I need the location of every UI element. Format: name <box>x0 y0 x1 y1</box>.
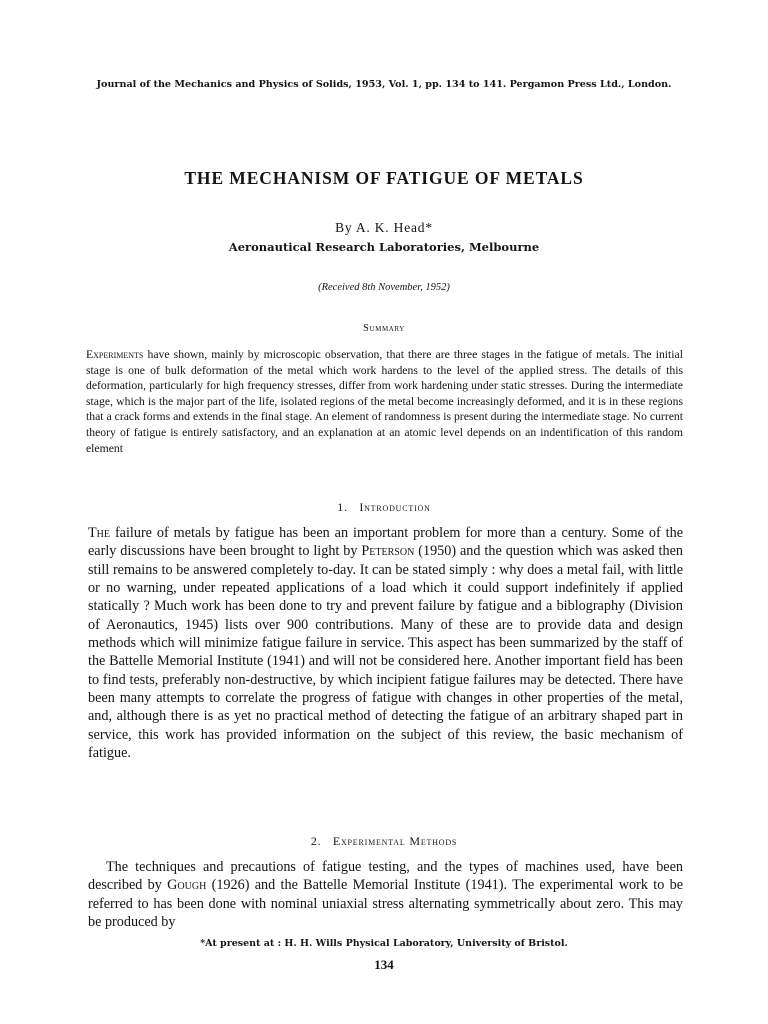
summary-text: have shown, mainly by microscopic observation, that there are three stages in the fatigue of metals. The initial stage is one of bulk deformation of the metal which work hardens to the level of the applied stress. The details of this deformation, particularly for high frequency stresses, differ from work hardening under static stresses. During the intermediate stage, which is the major part of the life, isolated regions of the metal become increasingly deformed, and it is in these regions that a crack forms and extends in the final stage. An element of randomness is present during the intermediate stage. No current theory of fatigue is entirely satisfactory, and an explanation at an atomic level depends on an indentification of this random element <box>86 348 683 455</box>
page-number: 134 <box>374 957 394 972</box>
paragraph-text: failure of metals by fatigue has been an important problem for more than a century. Some of the early discussions have been brought to light by <box>88 525 683 560</box>
author-footnote: *At present at : H. H. Wills Physical Laboratory, University of Bristol. <box>200 938 568 949</box>
section-title: Introduction <box>359 500 431 514</box>
paper-title: THE MECHANISM OF FATIGUE OF METALS <box>184 168 584 188</box>
section-title: Experimental Methods <box>332 834 458 848</box>
paragraph-text: The techniques and precautions of fatigue testing, and the types of machines used, have been described by <box>88 859 683 894</box>
introduction-paragraph <box>88 524 683 762</box>
received-date <box>0 282 768 293</box>
section-number: 2. <box>310 834 322 848</box>
author-affiliation: Aeronautical Research Laboratories, Melbourne <box>228 240 540 254</box>
author-line: By A. K. Head* <box>335 220 433 235</box>
summary-heading: Summary <box>363 323 405 334</box>
section-number: 1. <box>337 500 348 514</box>
citation-gough: Gough <box>167 877 207 894</box>
paragraph-first-word: The <box>88 525 110 541</box>
paragraph-text: (1950) and the question which was asked then still remains to be answered completely to-day. It can be stated simply : why does a metal fail, with little or no warning, under repeated applications of a load which it could support indefinitely if applied statically ? Much work has been done to try and prevent failure by fatigue and a biblography (Division of Aeronautics, 1945) lists over 900 contributions. Many of these are to provide data and design methods which will minimize fatigue failure in service. This aspect has been summarized by the staff of the Battelle Memorial Institute (1941) and will not be considered here. Another important field has been to find tests, preferably non-destructive, by which incipient fatigue failures may be detected. There have been many attempts to correlate the progress of fatigue with changes in other properties of the metal, and, although there is as yet no practical method of detecting the fatigue of an arbitrary shaped part in service, this work has provided information on the subject of this review, the basic mechanism of fatigue. <box>88 543 683 762</box>
experimental-methods-paragraph <box>88 858 683 931</box>
journal-header: Journal of the Mechanics and Physics of Solids, 1953, Vol. 1, pp. 134 to 141. Pergamon Press Ltd., London. <box>96 79 672 90</box>
section-heading-introduction <box>0 500 768 515</box>
summary-paragraph <box>86 347 683 456</box>
paragraph-text: (1926) and the Battelle Memorial Institute (1941). The experimental work to be referred to has been done with nominal uniaxial stress alternating symmetrically about zero. This may be produced by <box>88 877 683 931</box>
summary-first-word: Experiments <box>86 348 144 361</box>
section-heading-experimental-methods <box>0 834 768 849</box>
citation-peterson: Peterson <box>361 543 415 560</box>
received-date-text: (Received 8th November, 1952) <box>318 282 450 293</box>
